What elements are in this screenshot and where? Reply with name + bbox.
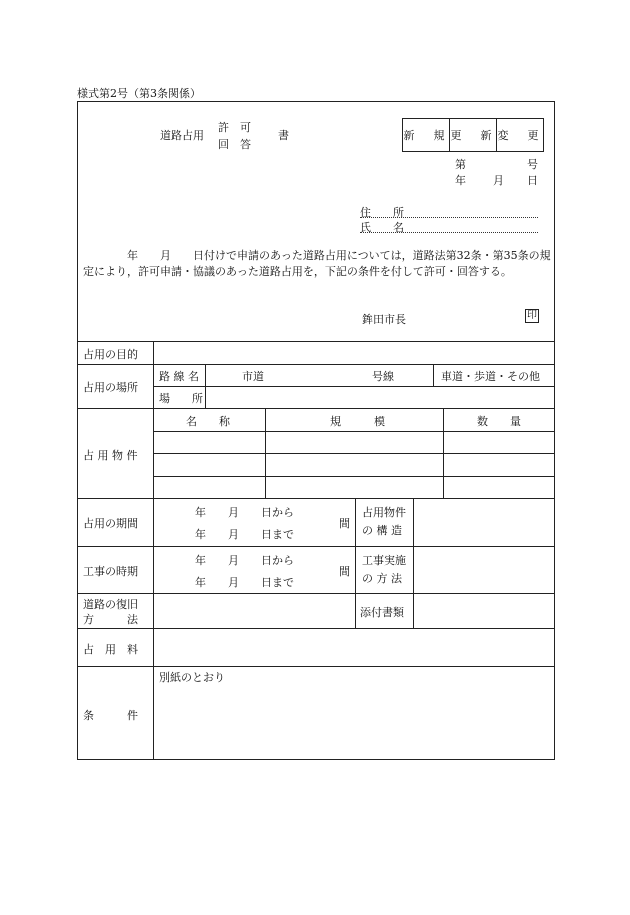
date-year: 年 [455, 174, 466, 187]
date-month: 月 [493, 174, 504, 187]
row-divider [77, 408, 555, 409]
objects-col-divider [443, 408, 444, 498]
row-divider [77, 364, 555, 365]
table-label-divider [153, 341, 154, 760]
period-col-divider [355, 498, 356, 628]
purpose-label: 占用の目的 [83, 348, 138, 361]
period-col-divider [413, 498, 414, 628]
row-divider [77, 666, 555, 667]
form-number-label: 様式第2号（第3条関係） [77, 87, 201, 100]
row-divider [77, 498, 555, 499]
date-day: 日 [527, 174, 538, 187]
conditions-value: 別紙のとおり [159, 671, 225, 684]
name-label: 氏 名 [360, 221, 404, 234]
route-type-text: 車道・歩道・その他 [441, 370, 540, 383]
objects-col-scale: 規 模 [330, 415, 385, 428]
name-line[interactable] [360, 232, 538, 233]
route-col-divider [205, 364, 206, 408]
fee-label: 占 用 料 [83, 643, 138, 656]
type-new[interactable]: 新 規 [403, 129, 449, 142]
objects-col-qty: 数 量 [477, 415, 521, 428]
address-line[interactable] [360, 217, 538, 218]
objects-col-name: 名 称 [186, 415, 230, 428]
conditions-label: 条 件 [83, 709, 138, 722]
row-divider [153, 386, 555, 387]
method-label-line2: の 方 法 [362, 572, 402, 585]
works-to: 年 月 日まで [195, 576, 294, 589]
period-label: 占用の期間 [83, 517, 138, 530]
period-to: 年 月 日まで [195, 528, 294, 541]
address-label: 住 所 [360, 206, 404, 219]
structure-label-line2: の 構 造 [362, 524, 402, 537]
number-suffix: 号 [527, 158, 538, 171]
seal-mark: 印 [527, 310, 537, 321]
row-divider [153, 453, 555, 454]
method-label-line1: 工事実施 [362, 554, 406, 567]
location-label: 場 所 [159, 392, 203, 405]
restore-label-line1: 道路の復旧 [83, 598, 138, 611]
row-divider [77, 593, 555, 594]
route-city-text: 市道 [242, 370, 264, 383]
route-type-divider [433, 364, 434, 386]
application-type-boxes [402, 118, 544, 152]
objects-col-divider [265, 408, 266, 498]
title-prefix: 道路占用 [160, 129, 204, 142]
title-suffix: 書 [278, 129, 289, 142]
structure-label-line1: 占用物件 [362, 506, 406, 519]
works-unit: 間 [339, 565, 350, 578]
attachments-label: 添付書類 [360, 606, 404, 619]
route-name-label: 路 線 名 [159, 370, 199, 383]
title-permit: 許 可 [218, 121, 251, 134]
row-divider [77, 341, 555, 342]
row-divider [77, 628, 555, 629]
signer-name: 鉾田市長 [362, 313, 406, 326]
notice-paragraph: 年 月 日付けで申請のあった道路占用については，道路法第32条・第35条の規定により，許可申請・協議のあった道路占用を，下記の条件を付して許可・回答する。 [83, 249, 551, 278]
row-divider [153, 476, 555, 477]
restore-label-line2: 方 法 [83, 613, 138, 626]
place-label: 占用の場所 [83, 381, 138, 394]
number-prefix: 第 [455, 158, 466, 171]
row-divider [153, 431, 555, 432]
type-renew[interactable]: 更 新 [449, 119, 496, 151]
route-number-text: 号線 [372, 370, 394, 383]
works-from: 年 月 日から [195, 554, 294, 567]
row-divider [77, 546, 555, 547]
objects-label: 占 用 物 件 [83, 449, 138, 462]
period-unit: 間 [339, 517, 350, 530]
works-label: 工事の時期 [83, 565, 138, 578]
period-from: 年 月 日から [195, 506, 294, 519]
title-reply: 回 答 [218, 138, 251, 151]
type-change[interactable]: 変 更 [496, 119, 543, 151]
